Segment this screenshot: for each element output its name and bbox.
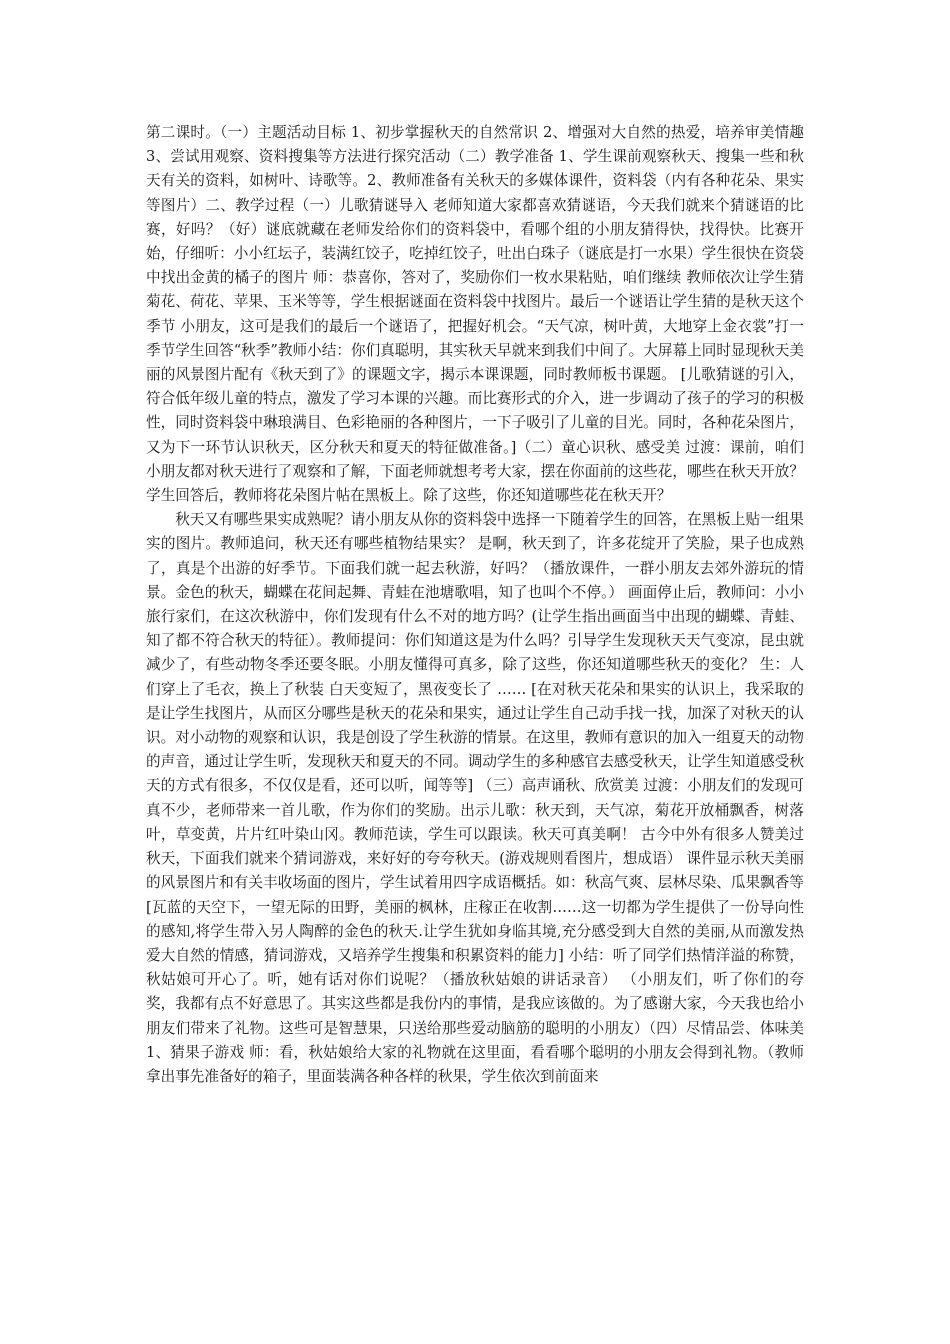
paragraph-autumn-fruits: 秋天又有哪些果实成熟呢？请小朋友从你的资料袋中选择一下随着学生的回答，在黑板上贴一组果实的图片。教师追问，秋天还有哪些植物结果实？ 是啊，秋天到了，许多花绽开了笑脸，果子也成熟了，真是个出游的好季节。下面我们就一起去秋游，好吗？（播放课件，一群小朋友去郊外游玩的情景。金色的秋天，蝴蝶在花间起舞、青蛙在池塘歌唱，知了也叫个不停。） 画面停止后，教师问：小小旅行家们，在这次秋游中，你们发现有什么不对的地方吗？(让学生指出画面当中出现的蝴蝶、青蛙、知了都不符合秋天的特征）。教师提问：你们知道这是为什么吗？引导学生发现秋天天气变凉，昆虫就减少了，有些动物冬季还要冬眠。小朋友懂得可真多，除了这些，你还知道哪些秋天的变化？ 生：人们穿上了毛衣，换上了秋装 白天变短了，黑夜变长了 …… [在对秋天花朵和果实的认识上，我采取的是让学生找图片，从而区分哪些是秋天的花朵和果实，通过让学生自己动手找一找，加深了对秋天的认识。对小动物的观察和认识，我是创设了学生秋游的情景。在这里，教师有意识的加入一组夏天的动物的声音，通过让学生听，发现秋天和夏天的不同。调动学生的多种感官去感受秋天，让学生知道感受秋天的方式有很多，不仅仅是看，还可以听，闻等等] （三）高声诵秋、欣赏美 过渡：小朋友们的发现可真不少，老师带来一首儿歌，作为你们的奖励。出示儿歌：秋天到，天气凉，菊花开放桶飘香，树落叶，草变黄，片片红叶染山冈。教师范读，学生可以跟读。秋天可真美啊！ 古今中外有很多人赞美过秋天，下面我们就来个猜词游戏，来好好的夸夸秋天。(游戏规则看图片，想成语） 课件显示秋天美丽的风景图片和有关丰收场面的图片，学生试着用四字成语概括。如：秋高气爽、层林尽染、瓜果飘香等 [瓦蓝的天空下，一望无际的田野，美丽的枫林，庄稼正在收割……这一切都为学生提供了一份导向性的感知,将学生带入另人陶醉的金色的秋天.让学生犹如身临其境,充分感受到大自然的美丽,从而激发热爱大自然的情感，猜词游戏，又培养学生搜集和积累资料的能力] 小结：听了同学们热情洋溢的称赞，秋姑娘可开心了。听，她有话对你们说呢？（播放秋姑娘的讲话录音） （小朋友们，听了你们的夸奖，我都有点不好意思了。其实这些都是我份内的事情，是我应该做的。为了感谢大家，今天我也给小朋友们带来了礼物。这些可是智慧果，只送给那些爱动脑筋的聪明的小朋友）（四）尽情品尝、体味美 1、猜果子游戏 师：看，秋姑娘给大家的礼物就在这里面，看看哪个聪明的小朋友会得到礼物。（教师拿出事先准备好的箱子，里面装满各种各样的秋果，学生依次到前面来 xyxy=(146,511,804,1085)
document-page xyxy=(146,121,804,1089)
paragraph-lesson-goals: 第二课时。（一）主题活动目标 1、初步掌握秋天的自然常识 2、增强对大自然的热爱，培养审美情趣 3、尝试用观察、资料搜集等方法进行探究活动（二）教学准备 1、学生课前观察秋天、搜集一些和秋天有关的资料，如树叶、诗歌等。2、教师准备有关秋天的多媒体课件，资料袋（内有各种花朵、果实等图片）二、教学过程（一）儿歌猜谜导入 老师知道大家都喜欢猜谜语，今天我们就来个猜谜语的比赛，好吗？（好）谜底就藏在老师发给你们的资料袋中，看哪个组的小朋友猜得快，找得快。比赛开始，仔细听：小小红坛子，装满红饺子，吃掉红饺子，吐出白珠子（谜底是打一水果）学生很快在资袋中找出金黄的橘子的图片 师：恭喜你，答对了，奖励你们一枚水果粘贴，咱们继续 教师依次让学生猜菊花、荷花、苹果、玉米等等，学生根据谜面在资料袋中找图片。最后一个谜语让学生猜的是秋天这个季节 小朋友，这可是我们的最后一个谜语了，把握好机会。“天气凉，树叶黄，大地穿上金衣裳”打一季节学生回答“秋季”教师小结：你们真聪明，其实秋天早就来到我们中间了。大屏幕上同时显现秋天美丽的风景图片配有《秋天到了》的课题文字，揭示本课课题，同时教师板书课题。 [儿歌猜谜的引入，符合低年级儿童的特点，激发了学习本课的兴趣。而比赛形式的介入，进一步调动了孩子的学习的积极性，同时资料袋中琳琅满目、色彩艳丽的各种图片，一下子吸引了儿童的目光。同时，各种花朵图片，又为下一环节认识秋天，区分秋天和夏天的特征做准备。]（二）童心识秋、感受美 过渡：课前，咱们小朋友都对秋天进行了观察和了解，下面老师就想考考大家，摆在你面前的这些花，哪些在秋天开放？ 学生回答后，教师将花朵图片帖在黑板上。除了这些，你还知道哪些花在秋天开？ xyxy=(146,124,804,505)
